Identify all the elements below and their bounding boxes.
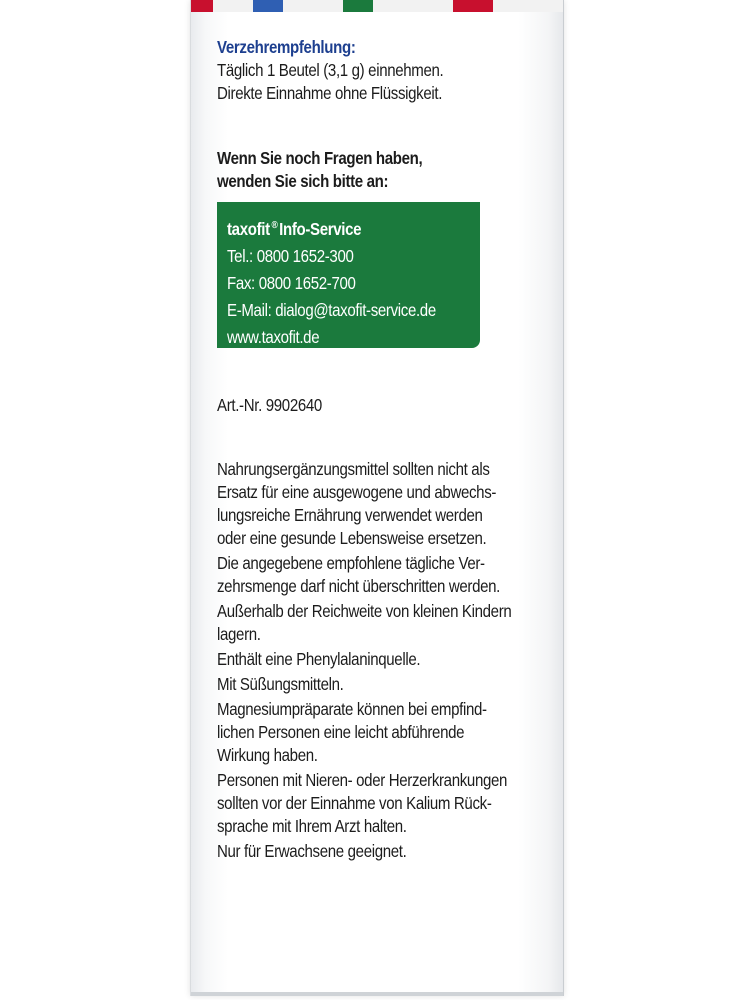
- strip-segment: [493, 0, 563, 12]
- info-service-title: [227, 212, 445, 243]
- warning-line: Nur für Erwachsene geeignet.: [217, 841, 407, 861]
- brand-name: taxofit: [227, 218, 270, 239]
- strip-segment: [191, 0, 213, 12]
- warning-line: sollten vor der Einnahme von Kalium Rück-: [217, 793, 492, 813]
- warning-line: Magnesiumpräparate können bei empfind-: [217, 699, 487, 719]
- top-color-strip: [191, 0, 563, 12]
- fax-number: Fax: 0800 1652-700: [227, 272, 356, 293]
- questions-section: [217, 147, 501, 193]
- warning-paragraph: [217, 458, 561, 550]
- warning-paragraph: [217, 698, 561, 767]
- warning-line: Personen mit Nieren- oder Herzerkrankungen: [217, 770, 508, 790]
- warning-line: Wirkung haben.: [217, 745, 318, 765]
- warning-line: zehrsmenge darf nicht überschritten werden.: [217, 576, 501, 596]
- dosage-line: Direkte Einnahme ohne Flüssigkeit.: [217, 83, 443, 103]
- registered-mark: ®: [271, 220, 278, 231]
- questions-line: Wenn Sie noch Fragen haben,: [217, 148, 423, 168]
- warning-line: Mit Süßungsmitteln.: [217, 674, 344, 694]
- phone-number: Tel.: 0800 1652-300: [227, 245, 354, 266]
- warning-line: lungsreiche Ernährung verwendet werden: [217, 505, 483, 525]
- warning-line: Enthält eine Phenylalaninquelle.: [217, 649, 421, 669]
- strip-segment: [343, 0, 373, 12]
- email-address: E-Mail: dialog@taxofit-service.de: [227, 299, 436, 320]
- warning-line: Ersatz für eine ausgewogene und abwechs-: [217, 482, 497, 502]
- strip-segment: [253, 0, 283, 12]
- website-url: www.taxofit.de: [227, 326, 320, 347]
- warning-line: Außerhalb der Reichweite von kleinen Kindern: [217, 601, 512, 621]
- questions-line: wenden Sie sich bitte an:: [217, 171, 389, 191]
- info-service-title-rest: Info-Service: [279, 218, 362, 239]
- warning-line: oder eine gesunde Lebensweise ersetzen.: [217, 528, 487, 548]
- warning-paragraph: [217, 673, 561, 696]
- strip-segment: [283, 0, 343, 12]
- warning-paragraph: [217, 648, 561, 671]
- warning-line: Nahrungsergänzungsmittel sollten nicht als: [217, 459, 490, 479]
- warning-paragraph: [217, 840, 561, 863]
- panel-bottom-edge: [191, 992, 563, 996]
- warning-line: lichen Personen eine leicht abführende: [217, 722, 465, 742]
- warning-line: Die angegebene empfohlene tägliche Ver-: [217, 553, 485, 573]
- dosage-heading: Verzehrempfehlung:: [217, 37, 356, 57]
- dosage-line: Täglich 1 Beutel (3,1 g) einnehmen.: [217, 60, 444, 80]
- warnings-section: [217, 458, 561, 865]
- warning-paragraph: [217, 600, 561, 646]
- warning-paragraph: [217, 552, 561, 598]
- dosage-section: [217, 36, 501, 105]
- article-number: Art.-Nr. 9902640: [217, 395, 322, 415]
- strip-segment: [453, 0, 493, 12]
- info-service-box: [217, 202, 480, 348]
- strip-segment: [373, 0, 453, 12]
- warning-line: lagern.: [217, 624, 261, 644]
- strip-segment: [213, 0, 253, 12]
- warning-line: sprache mit Ihrem Arzt halten.: [217, 816, 407, 836]
- warning-paragraph: [217, 769, 561, 838]
